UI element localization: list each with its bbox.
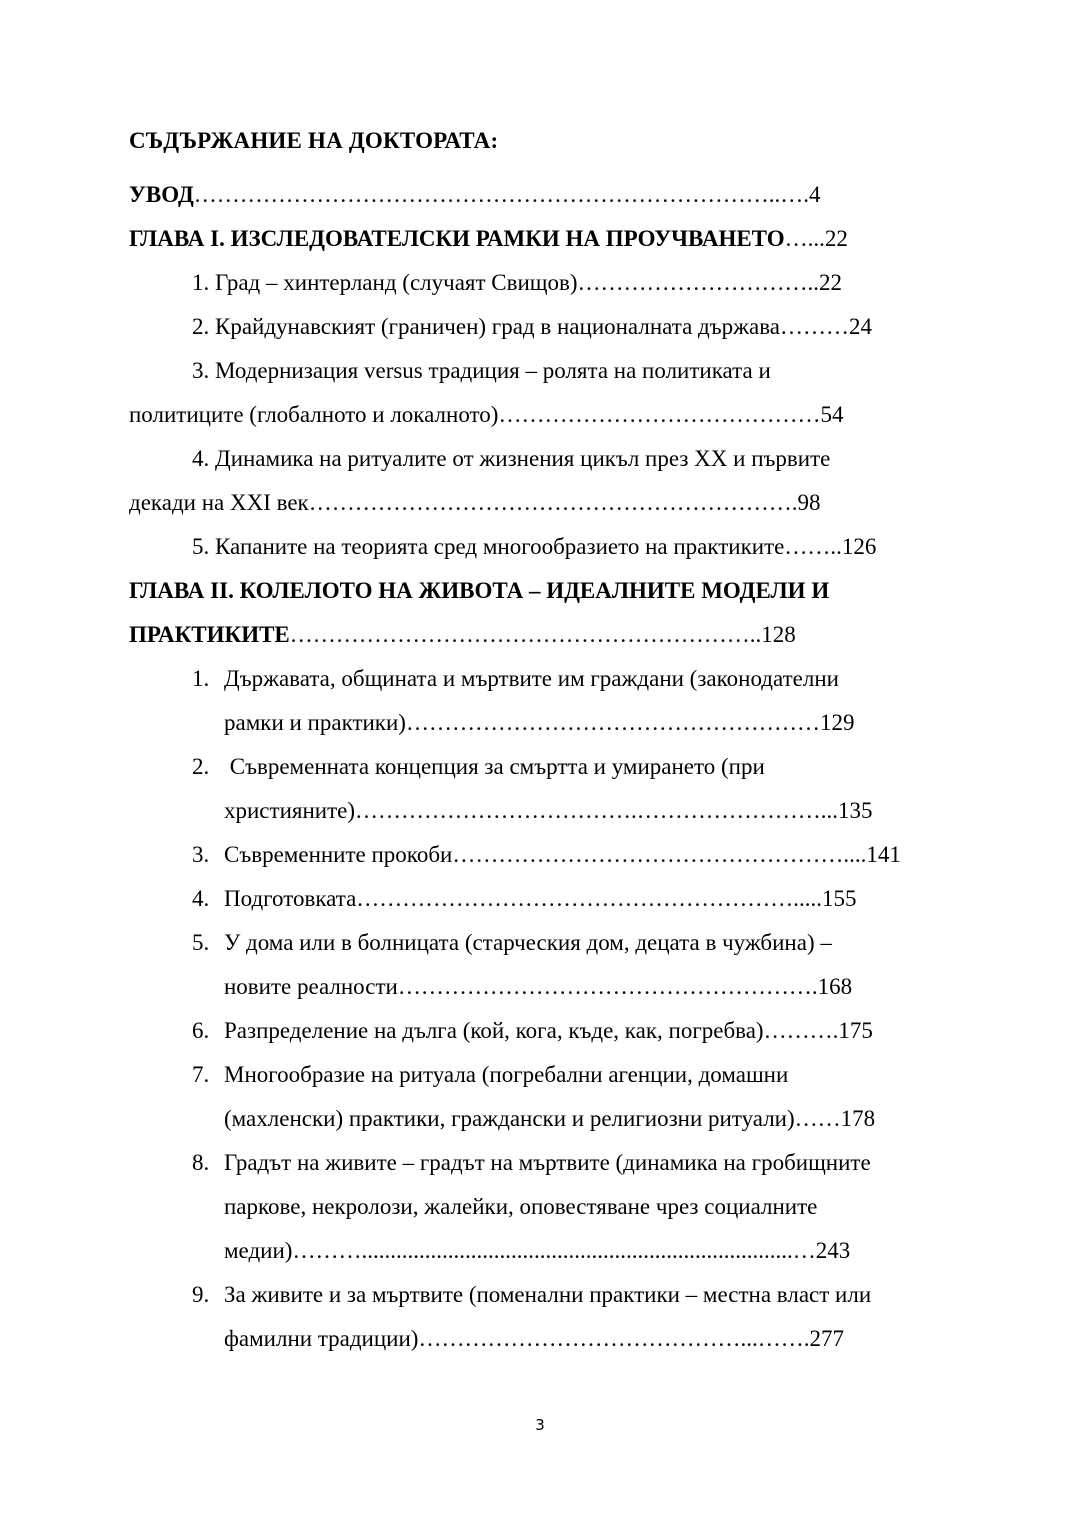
toc-entry-label: 5. Капаните на теорията сред многообразието на практиките [192, 534, 785, 559]
toc-number: 8. [192, 1150, 210, 1175]
toc-page: 129 [819, 710, 855, 735]
toc-leader: …………………………………………………..... [356, 886, 823, 911]
toc-entry-ch1-section-3-cont [129, 400, 843, 430]
toc-entry-label: 3. Модернизация versus традиция – ролята на политиката и [192, 358, 771, 383]
toc-entry-ch1-section-3 [192, 356, 771, 386]
toc-entry-label: Градът на живите – градът на мъртвите (динамика на гробищните [224, 1150, 871, 1175]
toc-title: СЪДЪРЖАНИЕ НА ДОКТОРАТА: [129, 128, 499, 153]
toc-leader: …………………………………………………………………..…. [193, 182, 810, 207]
toc-leader: …………………………………………….... [452, 842, 867, 867]
toc-entry-ch2-section-9 [192, 1280, 871, 1310]
toc-leader: ……………………………………………… [405, 710, 820, 735]
toc-entry-chapter-1 [129, 224, 848, 254]
toc-leader: …….. [784, 534, 842, 559]
toc-number: 4. [192, 886, 210, 911]
toc-leader: ………………………….. [577, 270, 820, 295]
toc-leader: ………...........................................................................… [292, 1238, 816, 1263]
toc-entry-ch2-section-8-cont-2 [224, 1236, 850, 1266]
toc-page: 22 [824, 226, 848, 251]
toc-entry-label: Съвременната концепция за смъртта и умирането (при [224, 754, 765, 779]
toc-number: 3. [192, 842, 210, 867]
toc-entry-label: 1. Град – хинтерланд (случаят Свищов) [192, 270, 578, 295]
toc-page: 243 [815, 1238, 851, 1263]
toc-number: 1. [192, 666, 210, 691]
toc-entry-ch1-section-4 [192, 444, 830, 474]
toc-number: 5. [192, 930, 210, 955]
toc-entry-ch2-section-5 [192, 928, 832, 958]
toc-leader: …… [794, 1106, 841, 1131]
toc-entry-label: паркове, некролози, жалейки, оповестяване чрез социалните [224, 1194, 818, 1219]
toc-entry-label: ГЛАВА II. КОЛЕЛОТО НА ЖИВОТА – ИДЕАЛНИТЕ МОДЕЛИ И [129, 578, 830, 603]
toc-entry-ch2-section-6 [192, 1016, 873, 1046]
toc-entry-ch2-section-5-cont [224, 972, 852, 1002]
toc-page: 98 [797, 490, 821, 515]
toc-entry-ch2-section-1 [192, 664, 839, 694]
toc-entry-label: ПРАКТИКИТЕ [129, 622, 290, 647]
toc-page: 135 [838, 798, 873, 823]
toc-entry-label: У дома или в болницата (старческия дом, децата в чужбина) – [224, 930, 832, 955]
toc-entry-intro [129, 180, 821, 210]
toc-entry-ch2-section-3 [192, 840, 901, 870]
toc-entry-label: Многообразие на ритуала (погребални агенции, домашни [224, 1062, 789, 1087]
toc-entry-ch1-section-5 [192, 532, 876, 562]
toc-page: 175 [838, 1018, 873, 1043]
toc-entry-chapter-2 [129, 576, 829, 606]
toc-leader: ………………………………………………. [397, 974, 818, 999]
toc-entry-label: Разпределение на дълга (кой, кога, къде, как, погребва) [224, 1018, 764, 1043]
toc-entry-ch2-section-1-cont [224, 708, 854, 738]
toc-leader: ……………………………….……………………... [355, 798, 838, 823]
toc-entry-ch2-section-4 [192, 884, 857, 914]
toc-entry-label: новите реалности [224, 974, 398, 999]
toc-entry-ch2-section-9-cont [224, 1324, 844, 1354]
toc-entry-label: Подготовката [224, 886, 357, 911]
toc-entry-label: УВОД [129, 182, 194, 207]
toc-entry-ch2-section-7-cont [224, 1104, 875, 1134]
toc-leader: …………………………………………………….. [289, 622, 762, 647]
toc-entry-label: 2. Крайдунавският (граничен) град в националната държава [192, 314, 780, 339]
toc-number: 6. [192, 1018, 210, 1043]
toc-entry-label: фамилни традиции) [224, 1326, 419, 1351]
toc-page: 141 [866, 842, 901, 867]
toc-entry-label: (махленски) практики, граждански и религиозни ритуали) [224, 1106, 795, 1131]
toc-page: 126 [841, 534, 877, 559]
toc-entry-label: политиците (глобалното и локалното) [129, 402, 499, 427]
toc-entry-chapter-2-cont [129, 620, 796, 650]
toc-leader: …………………………………… [498, 402, 821, 427]
toc-entry-ch2-section-8-cont [224, 1192, 817, 1222]
toc-leader: ………………………………………………………. [308, 490, 798, 515]
toc-page: 22 [819, 270, 843, 295]
toc-entry-ch1-section-4-cont [129, 488, 820, 518]
toc-entry-label: християните) [224, 798, 355, 823]
toc-leader: ……… [780, 314, 849, 339]
toc-page: 128 [761, 622, 796, 647]
toc-page: 155 [822, 886, 857, 911]
toc-entry-ch1-section-2 [192, 312, 872, 342]
toc-number: 7. [192, 1062, 210, 1087]
toc-page: 54 [820, 402, 844, 427]
toc-number: 2. [192, 754, 210, 779]
toc-leader: ………. [763, 1018, 839, 1043]
toc-entry-label: За живите и за мъртвите (поменални практики – местна власт или [224, 1282, 872, 1307]
toc-entry-label: ГЛАВА I. ИЗСЛЕДОВАТЕЛСКИ РАМКИ НА ПРОУЧВАНЕТО [129, 226, 785, 251]
toc-entry-label: Държавата, общината и мъртвите им граждани (законодателни [224, 666, 839, 691]
toc-entry-ch2-section-2 [192, 752, 765, 782]
toc-entry-ch2-section-7 [192, 1060, 788, 1090]
toc-entry-label: медии) [224, 1238, 293, 1263]
toc-page: 168 [817, 974, 853, 999]
toc-entry-label: декади на XXI век [129, 490, 309, 515]
toc-entry-ch2-section-8 [192, 1148, 871, 1178]
toc-page: 24 [849, 314, 872, 339]
page-number: 3 [535, 1416, 545, 1434]
toc-number: 9. [192, 1282, 210, 1307]
toc-leader: ……………………………………...……. [418, 1326, 810, 1351]
toc-entry-ch2-section-2-cont [224, 796, 873, 826]
toc-page: 4 [809, 182, 821, 207]
toc-entry-label: рамки и практики) [224, 710, 406, 735]
toc-entry-ch1-section-1 [192, 268, 842, 298]
toc-entry-label: 4. Динамика на ритуалите от жизнения цикъл през XX и първите [192, 446, 831, 471]
toc-page: 277 [809, 1326, 844, 1351]
toc-entry-label: Съвременните прокоби [224, 842, 453, 867]
toc-leader: …... [784, 226, 825, 251]
toc-page: 178 [840, 1106, 876, 1131]
